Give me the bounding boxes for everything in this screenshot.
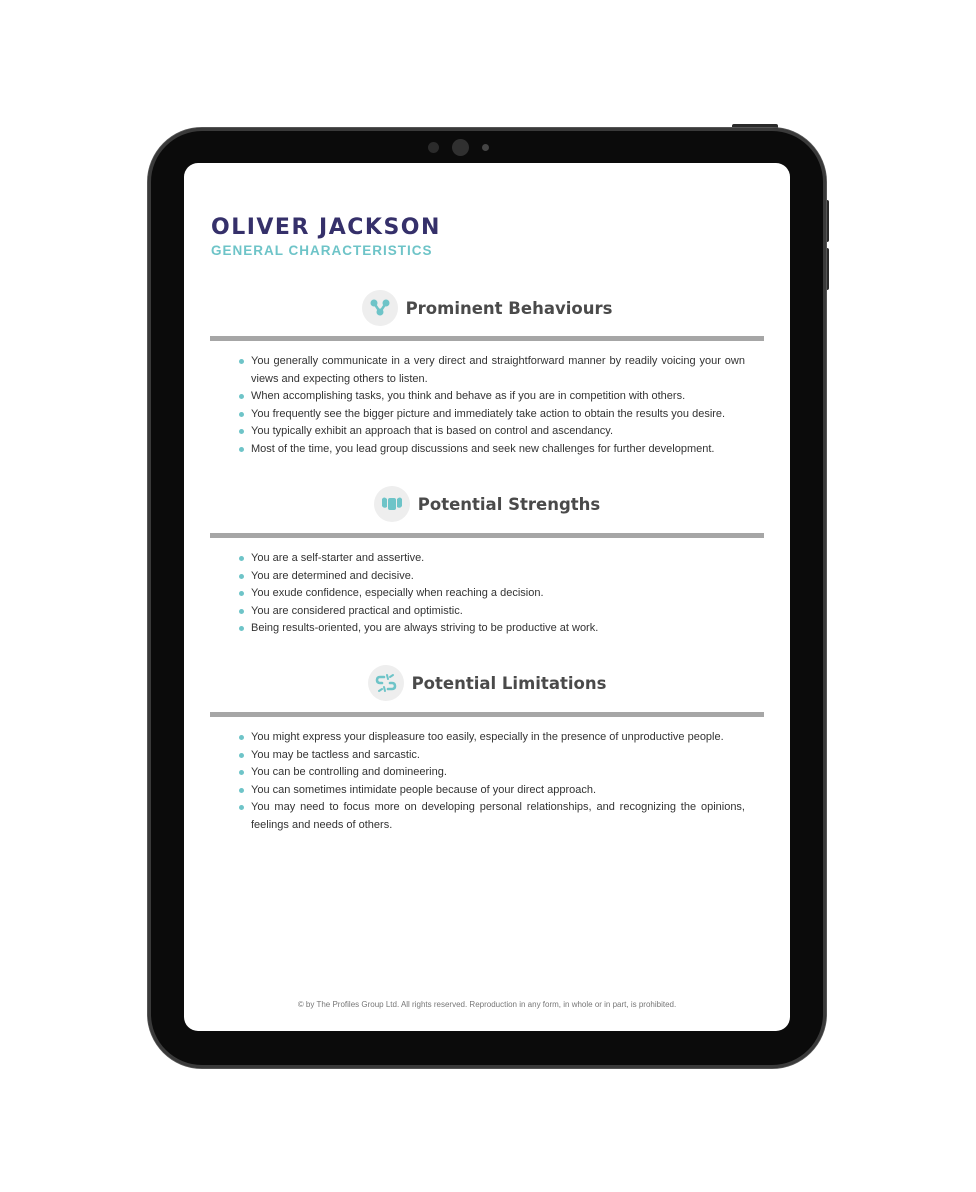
section-divider [210, 712, 764, 717]
section-title: Prominent Behaviours [405, 298, 613, 318]
list-item: You generally communicate in a very direct and straightforward manner by readily voicing your own views and expecting others to listen. [239, 353, 745, 388]
bullet-list-potential-strengths [239, 550, 745, 638]
section-header-potential-strengths [184, 484, 790, 524]
list-item: When accomplishing tasks, you think and behave as if you are in competition with others. [239, 388, 745, 406]
section-divider [210, 336, 764, 341]
section-title: Potential Strengths [417, 494, 601, 514]
light-sensor [482, 144, 489, 151]
list-item: You are determined and decisive. [239, 568, 745, 586]
list-item: You frequently see the bigger picture and immediately take action to obtain the results you desire. [239, 406, 745, 424]
list-item: You typically exhibit an approach that is based on control and ascendancy. [239, 423, 745, 441]
front-camera [452, 139, 469, 156]
section-divider [210, 533, 764, 538]
network-nodes-icon [362, 290, 398, 326]
bullet-list-potential-limitations [239, 729, 745, 834]
section-header-potential-limitations [184, 663, 790, 703]
list-item: You can sometimes intimidate people because of your direct approach. [239, 782, 745, 800]
section-header-prominent-behaviours [184, 288, 790, 328]
list-item: You are a self-starter and assertive. [239, 550, 745, 568]
broken-chain-icon [368, 665, 404, 701]
copyright-footer: © by The Profiles Group Ltd. All rights reserved. Reproduction in any form, in whole or in part, is prohibited. [297, 1000, 677, 1009]
section-title: Potential Limitations [411, 673, 607, 693]
page-subtitle: GENERAL CHARACTERISTICS [211, 243, 433, 258]
list-item: Most of the time, you lead group discussions and seek new challenges for further development. [239, 441, 745, 459]
list-item: You are considered practical and optimistic. [239, 603, 745, 621]
list-item: You exude confidence, especially when reaching a decision. [239, 585, 745, 603]
list-item: Being results-oriented, you are always striving to be productive at work. [239, 620, 745, 638]
sensor-dot [428, 142, 439, 153]
list-item: You might express your displeasure too easily, especially in the presence of unproductive people. [239, 729, 745, 747]
document-page [184, 163, 790, 1031]
bullet-list-prominent-behaviours [239, 353, 745, 458]
list-item: You can be controlling and domineering. [239, 764, 745, 782]
flexed-arms-icon [374, 486, 410, 522]
list-item: You may be tactless and sarcastic. [239, 747, 745, 765]
page-title: OLIVER JACKSON [211, 215, 441, 240]
list-item: You may need to focus more on developing personal relationships, and recognizing the opinions, feelings and needs of others. [239, 799, 745, 834]
